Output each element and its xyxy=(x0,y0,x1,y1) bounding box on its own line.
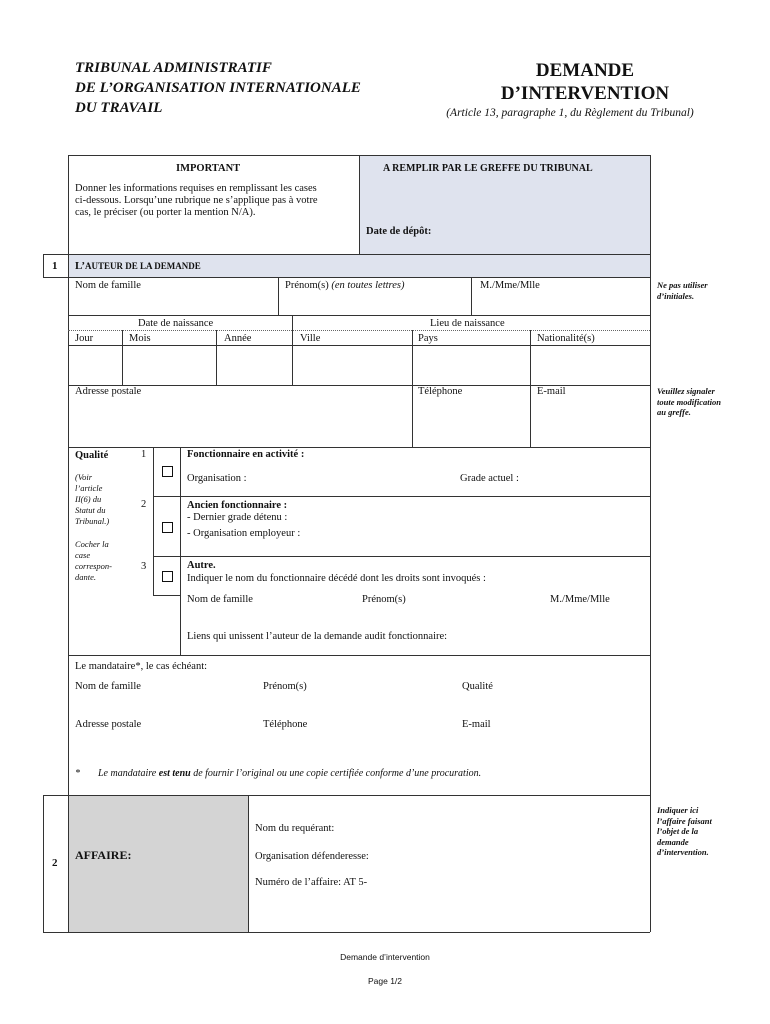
form-title-line-2: D’INTERVENTION xyxy=(500,83,670,104)
side-note-affaire-2: l’affaire faisant xyxy=(657,815,712,826)
date-depot-label: Date de dépôt: xyxy=(366,226,432,237)
lieu-naissance-label: Lieu de naissance xyxy=(430,318,505,329)
nom-field[interactable] xyxy=(72,292,276,314)
cocher-note-2: case xyxy=(75,550,91,560)
pays-label: Pays xyxy=(418,333,438,344)
ville-label: Ville xyxy=(300,333,321,344)
qualite-note-4: Statut du xyxy=(75,505,106,515)
civilite-field[interactable] xyxy=(475,292,647,314)
cocher-note-4: dante. xyxy=(75,572,97,582)
annee-field[interactable] xyxy=(218,347,290,383)
numero-affaire-label: Numéro de l’affaire: AT 5- xyxy=(255,877,368,888)
option-3-title: Autre. xyxy=(187,560,216,571)
mandataire-qualite: Qualité xyxy=(462,681,493,692)
jour-field[interactable] xyxy=(70,347,120,383)
form-title-line-1: DEMANDE xyxy=(535,60,635,81)
mandataire-adresse: Adresse postale xyxy=(75,719,142,730)
side-note-initiales-1: Ne pas utiliser xyxy=(657,280,708,290)
affaire-label-box xyxy=(68,795,248,932)
note-part-b: est tenu xyxy=(158,768,191,779)
tribunal-name xyxy=(75,58,361,118)
section-1-title-first: L’ xyxy=(75,260,85,272)
email-label: E-mail xyxy=(537,386,566,397)
prenom-label xyxy=(285,280,404,292)
mois-label: Mois xyxy=(129,333,151,344)
cocher-note-3: correspon- xyxy=(75,561,112,571)
jour-label: Jour xyxy=(75,333,94,344)
civilite-label: M./Mme/Mlle xyxy=(480,280,540,291)
side-note-initiales xyxy=(657,280,752,301)
prenom-field[interactable] xyxy=(282,292,469,314)
option-2-line-2: - Organisation employeur : xyxy=(187,528,301,539)
side-note-affaire-5: d’intervention. xyxy=(657,847,709,857)
option-2-title: Ancien fonctionnaire : xyxy=(187,500,288,511)
procuration-note xyxy=(75,768,481,780)
section-1-title-rest: AUTEUR DE LA DEMANDE xyxy=(85,261,201,271)
mandataire-nom: Nom de famille xyxy=(75,681,141,692)
side-note-affaire-3: l’objet de la xyxy=(657,826,699,836)
option-3-line-1: Indiquer le nom du fonctionnaire décédé dont les droits sont invoqués : xyxy=(187,573,486,584)
checkbox-ancien-fonctionnaire[interactable] xyxy=(162,522,173,533)
tribunal-line-3: DU TRAVAIL xyxy=(75,100,163,116)
important-heading: IMPORTANT xyxy=(176,163,241,174)
option-1-title: Fonctionnaire en activité : xyxy=(187,449,305,460)
option-3-prenom: Prénom(s) xyxy=(362,594,406,605)
section-2-title: AFFAIRE: xyxy=(75,848,132,862)
cocher-note-1: Cocher la xyxy=(75,539,109,549)
option-3-number: 3 xyxy=(141,561,147,572)
qualite-note-2: l’article xyxy=(75,483,103,493)
important-line-1: Donner les informations requises en remplissant les cases xyxy=(75,183,317,194)
important-line-2: ci-dessous. Lorsqu’une rubrique ne s’applique pas à votre xyxy=(75,195,318,206)
side-note-modification-1: Veuillez signaler xyxy=(657,386,715,396)
mandataire-telephone: Téléphone xyxy=(263,719,308,730)
pays-field[interactable] xyxy=(414,347,528,383)
option-2-line-1: - Dernier grade détenu : xyxy=(187,512,288,523)
important-line-3: cas, le préciser (ou porter la mention N/A). xyxy=(75,207,256,218)
option-1-grade: Grade actuel : xyxy=(460,473,519,484)
option-2-number: 2 xyxy=(141,499,147,510)
side-note-modification xyxy=(657,386,752,418)
tribunal-line-1: TRIBUNAL ADMINISTRATIF xyxy=(75,60,272,76)
adresse-label: Adresse postale xyxy=(75,386,142,397)
defenderesse-label: Organisation défenderesse: xyxy=(255,851,369,862)
side-note-affaire xyxy=(657,805,752,858)
option-3-civilite: M./Mme/Mlle xyxy=(550,594,610,605)
note-part-a: Le mandataire xyxy=(98,768,159,779)
date-naissance-label: Date de naissance xyxy=(138,318,214,329)
section-2-number: 2 xyxy=(52,857,58,869)
form-title xyxy=(480,59,690,105)
greffe-heading: A REMPLIR PAR LE GREFFE DU TRIBUNAL xyxy=(383,163,593,174)
option-1-organisation: Organisation : xyxy=(187,473,247,484)
qualite-note-3: II(6) du xyxy=(75,494,102,504)
mandataire-prenom: Prénom(s) xyxy=(263,681,307,692)
nationalite-field[interactable] xyxy=(532,347,648,383)
footer-page-number: Page 1/2 xyxy=(367,976,403,986)
adresse-field[interactable] xyxy=(72,400,410,445)
mandataire-heading: Le mandataire*, le cas échéant: xyxy=(75,661,208,672)
mandataire-email: E-mail xyxy=(462,719,491,730)
section-1-number: 1 xyxy=(52,260,58,272)
option-1-number: 1 xyxy=(141,449,147,460)
side-note-affaire-4: demande xyxy=(657,836,689,847)
tribunal-line-2: DE L’ORGANISATION INTERNATIONALE xyxy=(75,80,361,96)
side-note-modification-2: toute modification xyxy=(657,396,721,407)
cocher-note xyxy=(75,539,135,583)
checkbox-autre[interactable] xyxy=(162,571,173,582)
side-note-modification-3: au greffe. xyxy=(657,407,691,417)
qualite-note-5: Tribunal.) xyxy=(75,516,110,526)
prenom-text: Prénom(s) xyxy=(285,280,329,291)
nationalite-label: Nationalité(s) xyxy=(537,333,595,344)
form-subtitle: (Article 13, paragraphe 1, du Règlement du Tribunal) xyxy=(446,107,694,119)
side-note-initiales-2: d’initiales. xyxy=(657,290,695,301)
mois-field[interactable] xyxy=(124,347,214,383)
note-star: * xyxy=(75,768,80,779)
prenom-note: (en toutes lettres) xyxy=(331,280,405,291)
nom-label: Nom de famille xyxy=(75,280,141,291)
qualite-note-1: (Voir xyxy=(75,472,92,482)
qualite-note xyxy=(75,472,135,527)
note-part-c: de fournir l’original ou une copie certifiée conforme d’une procuration. xyxy=(190,768,482,779)
annee-label: Année xyxy=(224,333,252,344)
footer-document-name: Demande d’intervention xyxy=(340,952,430,962)
checkbox-fonctionnaire-activite[interactable] xyxy=(162,466,173,477)
telephone-field[interactable] xyxy=(414,400,528,445)
qualite-label: Qualité xyxy=(75,450,109,461)
telephone-label: Téléphone xyxy=(418,386,463,397)
email-field[interactable] xyxy=(532,400,648,445)
requerant-label: Nom du requérant: xyxy=(255,823,335,834)
option-3-liens: Liens qui unissent l’auteur de la demande audit fonctionnaire: xyxy=(187,631,448,642)
section-1-title xyxy=(75,260,201,272)
side-note-affaire-1: Indiquer ici xyxy=(657,805,699,815)
option-3-nom: Nom de famille xyxy=(187,594,253,605)
ville-field[interactable] xyxy=(294,347,410,383)
